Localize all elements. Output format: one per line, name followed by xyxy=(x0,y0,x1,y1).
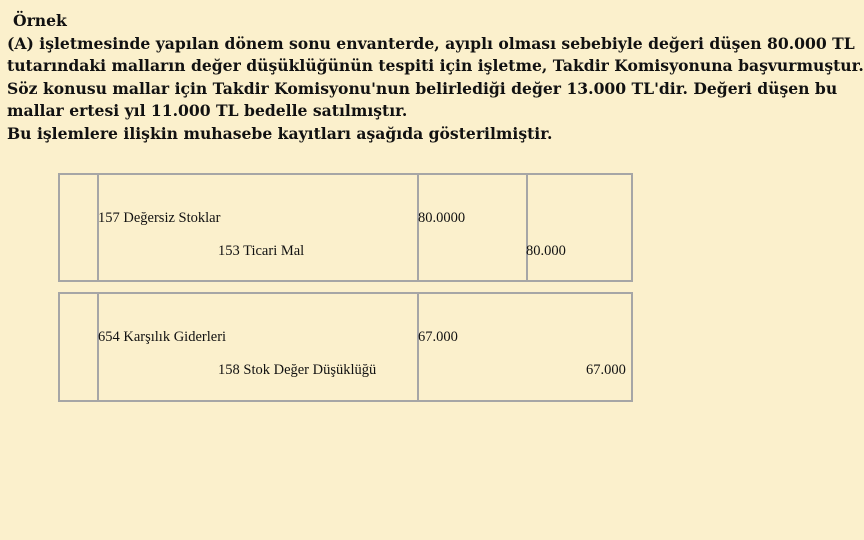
journal-entry-2 xyxy=(58,292,633,402)
debit-amount: 80.0000 xyxy=(418,210,466,226)
column-divider xyxy=(97,294,99,400)
paragraph-line: mallar ertesi yıl 11.000 TL bedelle satılmıştır. xyxy=(7,101,408,121)
paragraph-line: Söz konusu mallar için Takdir Komisyonu'nun belirlediği değer 13.000 TL'dir. Değeri düşen bu xyxy=(7,78,838,98)
intro-text xyxy=(7,10,864,146)
column-divider xyxy=(97,175,99,280)
debit-amount: 67.000 xyxy=(418,329,458,345)
column-divider xyxy=(526,175,528,280)
example-heading: Örnek xyxy=(13,11,67,30)
paragraph-line: tutarındaki malların değer düşüklüğünün tespiti için işletme, Takdir Komisyonuna başvurmuştur. xyxy=(7,56,864,76)
column-divider xyxy=(631,294,633,400)
paragraph-line: (A) işletmesinde yapılan dönem sonu envanterde, ayıplı olması sebebiyle değeri düşen 80.000 TL xyxy=(7,33,855,53)
paragraph-line: Bu işlemlere ilişkin muhasebe kayıtları aşağıda gösterilmiştir. xyxy=(7,123,553,143)
journal-entry-1 xyxy=(58,173,633,282)
column-divider xyxy=(417,175,419,280)
credit-amount: 67.000 xyxy=(586,362,626,378)
credit-account: 153 Ticari Mal xyxy=(218,243,305,259)
column-divider xyxy=(417,294,419,400)
debit-account: 157 Değersiz Stoklar xyxy=(98,210,221,226)
debit-account: 654 Karşılık Giderleri xyxy=(98,329,227,345)
credit-account: 158 Stok Değer Düşüklüğü xyxy=(218,362,377,378)
credit-amount: 80.000 xyxy=(526,243,566,259)
